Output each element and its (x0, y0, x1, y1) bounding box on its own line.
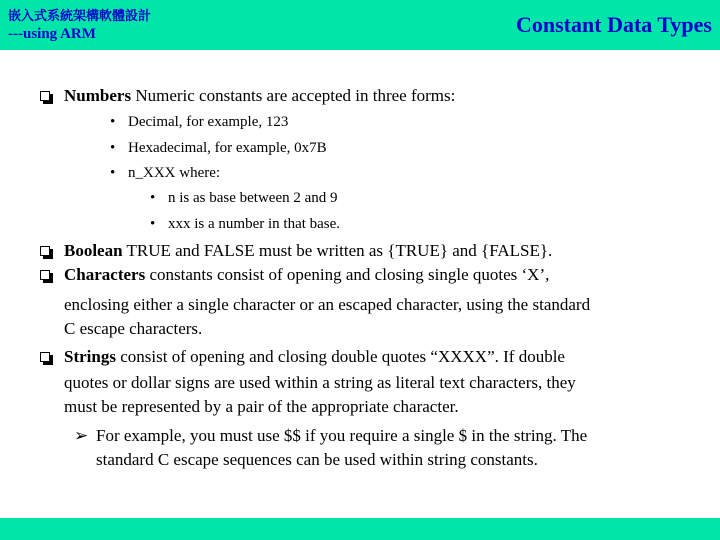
numbers-form-decimal: Decimal, for example, 123 (128, 114, 289, 130)
characters-text: constants consist of opening and closing single quotes ‘X’, (145, 265, 550, 284)
bullet-dot-icon: • (150, 190, 156, 206)
bullet-dot-icon: • (110, 140, 116, 156)
course-title: 嵌入式系統架構軟體設計 (8, 9, 152, 24)
strings-line2: quotes or dollar signs are used within a string as literal text characters, they (64, 373, 576, 392)
strings-example-line1: For example, you must use $$ if you require a single $ in the string. The (96, 426, 588, 445)
box-bullet-icon (40, 246, 50, 256)
numbers-form-base: n_XXX where: (128, 165, 221, 181)
strings-line3: must be represented by a pair of the appropriate character. (64, 397, 459, 416)
boolean-term: Boolean (64, 241, 123, 260)
characters-term: Characters (64, 265, 146, 284)
strings-item (64, 345, 565, 369)
characters-item (64, 263, 549, 287)
characters-line3: C escape characters. (64, 319, 203, 338)
strings-term: Strings (64, 347, 116, 366)
numbers-form-hex: Hexadecimal, for example, 0x7B (128, 140, 327, 156)
numbers-term: Numbers (64, 86, 132, 105)
box-bullet-icon (40, 352, 50, 362)
numbers-subform-n: n is as base between 2 and 9 (168, 190, 338, 206)
numbers-subform-xxx: xxx is a number in that base. (168, 216, 341, 232)
footer-bar (0, 518, 720, 540)
boolean-text: TRUE and FALSE must be written as {TRUE} and {FALSE}. (122, 241, 553, 260)
slide-title: Constant Data Types (516, 12, 712, 37)
bullet-dot-icon: • (150, 216, 156, 232)
boolean-item (64, 239, 552, 263)
bullet-dot-icon: • (110, 114, 116, 130)
characters-line2: enclosing either a single character or an escaped character, using the standard (64, 295, 591, 314)
strings-example-line2: standard C escape sequences can be used within string constants. (96, 450, 538, 469)
box-bullet-icon (40, 270, 50, 280)
bullet-dot-icon: • (110, 165, 116, 181)
box-bullet-icon (40, 91, 50, 101)
numbers-text: Numeric constants are accepted in three forms: (131, 86, 456, 105)
numbers-item (64, 84, 455, 108)
strings-text: consist of opening and closing double quotes “XXXX”. If double (115, 347, 565, 366)
course-subtitle: ---using ARM (8, 26, 96, 42)
arrow-bullet-icon: ➢ (74, 426, 89, 445)
